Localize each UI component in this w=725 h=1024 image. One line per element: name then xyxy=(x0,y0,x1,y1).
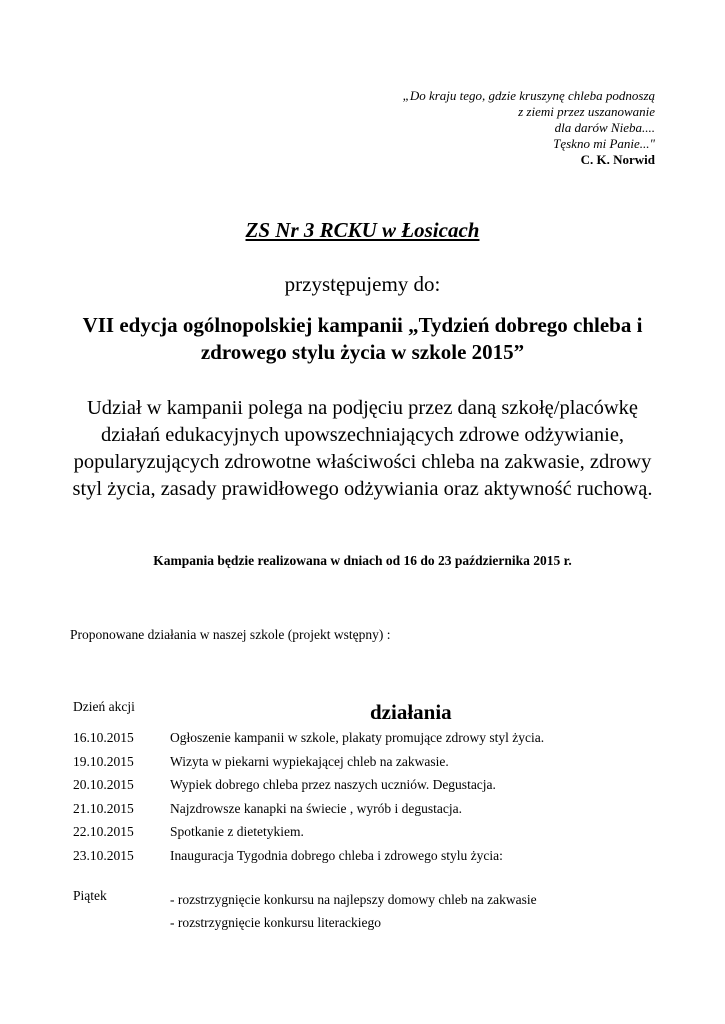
row-date: 16.10.2015 xyxy=(73,730,134,745)
row-date: 21.10.2015 xyxy=(73,800,134,816)
row-activity: Wypiek dobrego chleba przez naszych uczniów. Degustacja. xyxy=(170,777,496,792)
column-header-activities: działania xyxy=(370,700,452,724)
epigraph-line: „Do kraju tego, gdzie kruszynę chleba podnoszą xyxy=(402,88,655,103)
epigraph-author: C. K. Norwid xyxy=(580,152,655,167)
row-activity: Najzdrowsze kanapki na świecie , wyrób i degustacja. xyxy=(170,800,463,816)
row-date: 22.10.2015 xyxy=(73,824,134,839)
campaign-dates: Kampania będzie realizowana w dniach od 16 do 23 października 2015 r. xyxy=(153,553,572,568)
friday-item: - rozstrzygnięcie konkursu na najlepszy domowy chleb na zakwasie xyxy=(170,892,537,907)
row-activity: Wizyta w piekarni wypiekającej chleb na zakwasie. xyxy=(170,753,449,769)
row-date: 20.10.2015 xyxy=(73,777,134,792)
row-activity: Spotkanie z dietetykiem. xyxy=(170,824,304,839)
lead-text: przystępujemy do: xyxy=(284,272,441,296)
column-header-date: Dzień akcji xyxy=(73,699,135,714)
row-date: 19.10.2015 xyxy=(73,753,134,769)
row-activity: Inauguracja Tygodnia dobrego chleba i zdrowego stylu życia: xyxy=(170,847,503,863)
friday-items xyxy=(170,888,537,934)
school-name: ZS Nr 3 RCKU w Łosicach xyxy=(245,218,480,242)
campaign-description: Udział w kampanii polega na podjęciu przez daną szkołę/placówkę działań edukacyjnych upowszechniających zdrowe odżywianie, popularyzujących zdrowotne właściwości chleba na zakwasie, zdrowy styl życia, zasady prawidłowego odżywiania oraz aktywność ruchową. xyxy=(72,397,653,500)
epigraph-line: z ziemi przez uszanowanie xyxy=(518,104,655,119)
row-activity: Ogłoszenie kampanii w szkole, plakaty promujące zdrowy styl życia. xyxy=(170,730,545,745)
epigraph xyxy=(403,88,655,168)
campaign-title: VII edycja ogólnopolskiej kampanii „Tydzień dobrego chleba i zdrowego stylu życia w szkole 2015” xyxy=(82,313,643,364)
epigraph-line: Tęskno mi Panie..." xyxy=(553,136,655,151)
friday-item: - rozstrzygnięcie konkursu literackiego xyxy=(170,915,382,930)
friday-label: Piątek xyxy=(73,888,107,903)
epigraph-line: dla darów Nieba.... xyxy=(554,120,655,135)
proposed-label: Proponowane działania w naszej szkole (projekt wstępny) : xyxy=(70,627,391,642)
row-date: 23.10.2015 xyxy=(73,847,134,863)
